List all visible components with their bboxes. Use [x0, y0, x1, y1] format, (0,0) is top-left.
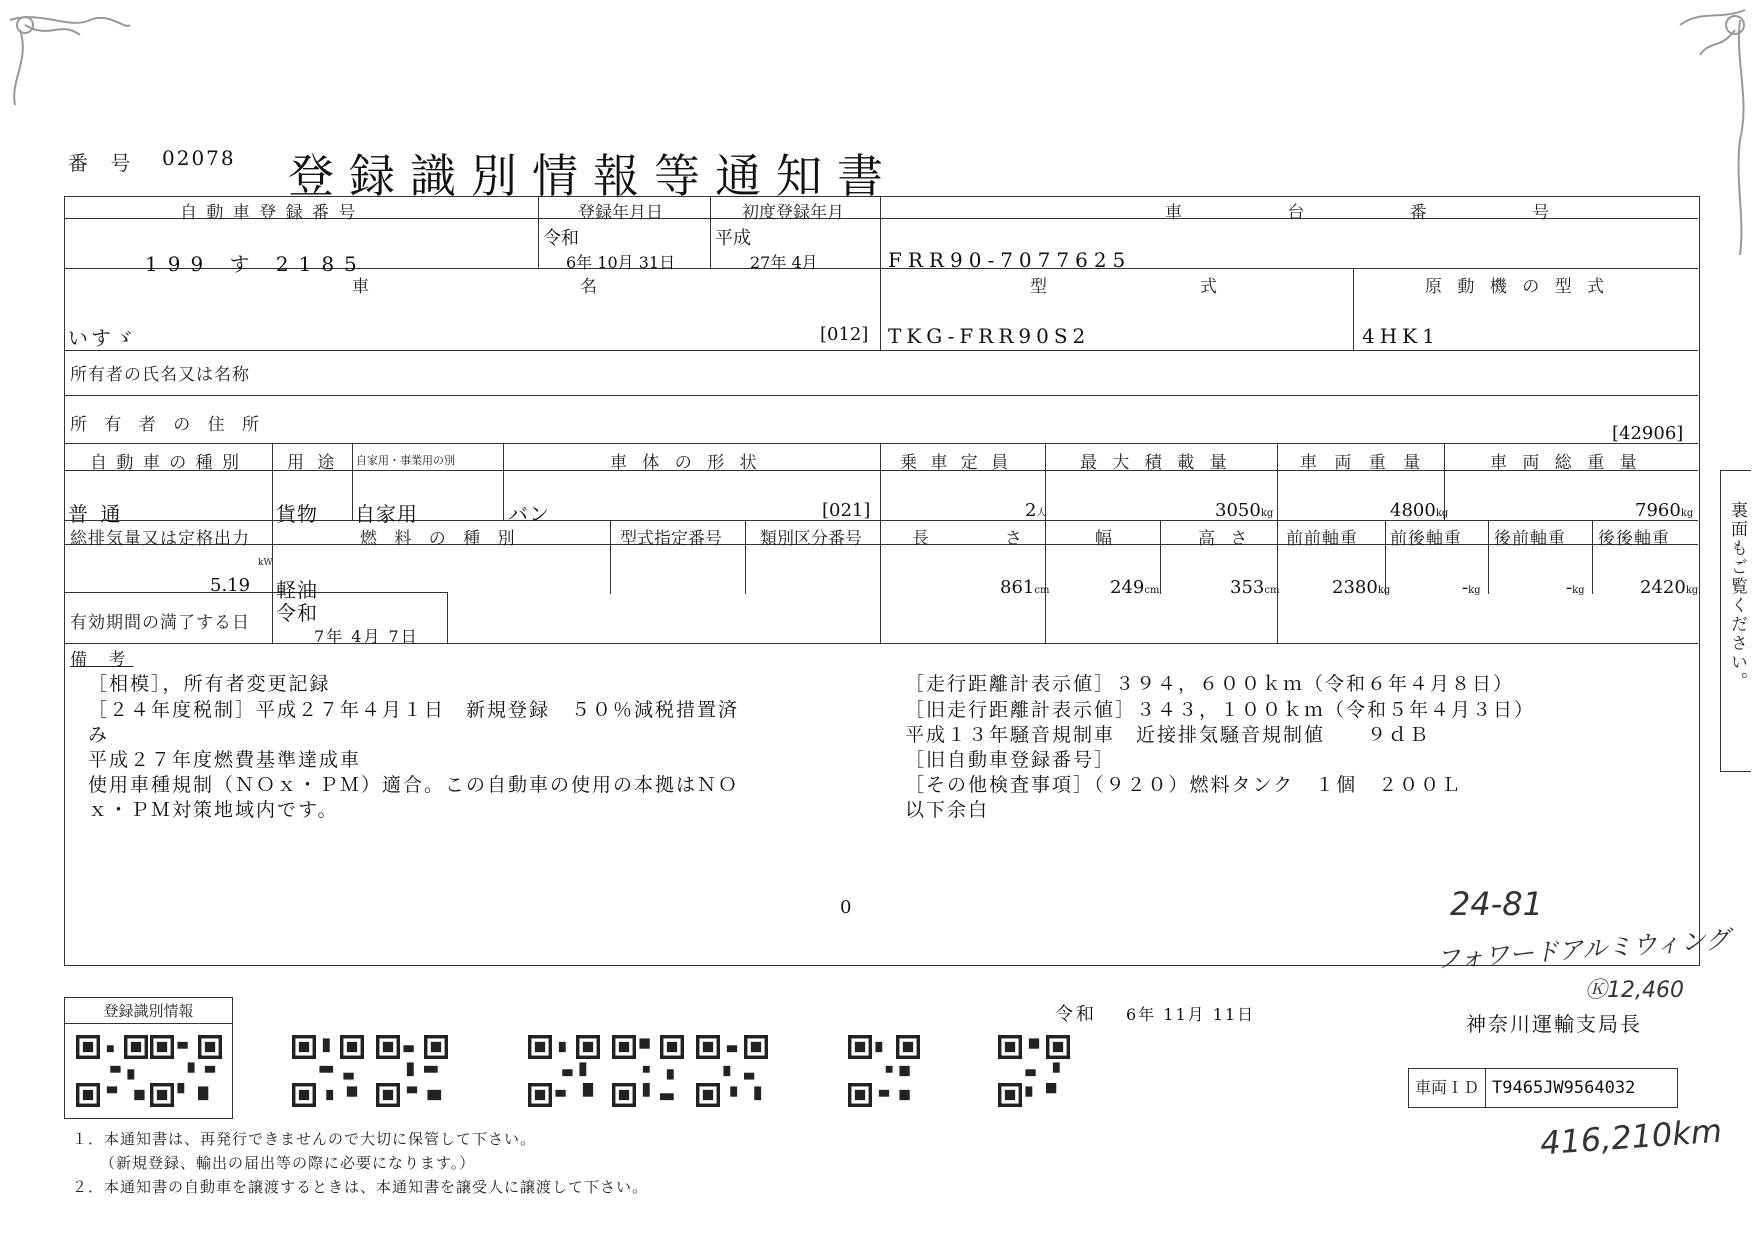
body-code: [021] [822, 500, 871, 521]
issuer: 神奈川運輸支局長 [1466, 1012, 1642, 1036]
type-value: 普 通 [68, 502, 124, 526]
rf-axle-label: 後前軸重 [1494, 529, 1566, 549]
expiry-value: 7年 4月 7日 [314, 627, 419, 646]
remark-left-line: ｘ・ＰＭ対策地域内です。 [88, 799, 339, 821]
type-label: 自 動 車 の 種 別 [90, 453, 242, 473]
vehicle-id-value: T9465JW9564032 [1492, 1078, 1636, 1098]
qr-code [998, 1035, 1070, 1107]
remark-right-line: 平成１３年騒音規制車 近接排気騒音規制値 ９ｄＢ [905, 724, 1431, 746]
fr-axle-label: 前後軸重 [1390, 529, 1462, 549]
rr-axle-label: 後後軸重 [1598, 529, 1670, 549]
vehicle-id-box [1408, 1068, 1678, 1108]
remark-left-line: み [88, 724, 110, 746]
remark-right-line: 以下余白 [905, 799, 990, 821]
handwritten-body-type: フォワードアルミウィング [1434, 924, 1731, 975]
owner-name-label: 所有者の氏名又は名称 [70, 365, 250, 385]
reg-date-era: 令和 [543, 228, 579, 249]
handwritten-price: Ⓚ12,460 [1585, 978, 1684, 1003]
displacement-value: 5.19 [210, 575, 251, 596]
vehicle-id-label: 車両ＩＤ [1409, 1069, 1486, 1107]
max-load-label: 最 大 積 載 量 [1080, 453, 1232, 473]
engine-value: 4HK1 [1362, 324, 1440, 348]
displacement-label: 総排気量又は定格出力 [70, 529, 250, 549]
engine-label: 原 動 機 の 型 式 [1425, 277, 1610, 297]
name-value: いすゞ [68, 326, 137, 350]
capacity-label: 乗 車 定 員 [900, 453, 1013, 473]
corner-ornament-left [0, 0, 140, 110]
approval-label: 型式指定番号 [620, 529, 722, 549]
qr-code [376, 1035, 448, 1107]
remark-left-line: 平成２７年度燃費基準達成車 [88, 749, 362, 771]
width-value: 249cm [1110, 577, 1160, 598]
use-label: 用 途 [287, 453, 339, 473]
model-label-1: 型 [1030, 277, 1049, 297]
model-label-2: 式 [1200, 277, 1219, 297]
footer-note: ２．本通知書の自動車を譲渡するときは、本通知書を譲受人に譲渡して下さい。 [72, 1178, 649, 1196]
remark-left-line: ［２４年度税制］平成２７年４月１日 新規登録 ５０％減税措置済 [88, 699, 740, 721]
capacity-value: 2人 [1025, 500, 1047, 521]
fuel-value: 軽油 [276, 578, 318, 602]
remarks-label: 備 考 [70, 650, 134, 670]
length-value: 861cm [1000, 577, 1050, 598]
name-code: [012] [820, 324, 869, 345]
displacement-unit: kW [258, 558, 273, 568]
gross-label: 車 両 総 重 量 [1490, 453, 1642, 473]
remark-right-line: ［旧自動車登録番号］ [905, 749, 1116, 771]
private-label: 自家用・事業用の別 [356, 454, 455, 467]
issue-date-era: 令和 [1055, 1004, 1097, 1025]
qr-code [696, 1035, 768, 1107]
remark-right-line: ［旧走行距離計表示値］３４３，１００ｋｍ（令和５年４月３日） [905, 699, 1536, 721]
remark-right-line: ［走行距離計表示値］３９４，６００ｋｍ（令和６年４月８日） [905, 673, 1515, 695]
model-value: TKG-FRR90S2 [888, 324, 1091, 348]
chassis-label: 車 台 番 号 [1165, 203, 1600, 223]
body-label: 車 体 の 形 状 [610, 453, 762, 473]
qr-code [612, 1035, 684, 1107]
owner-code: [42906] [1612, 423, 1684, 444]
remark-left-line: 使用車種規制（ＮＯｘ・ＰＭ）適合。この自動車の使用の本拠はＮＯ [88, 774, 740, 796]
footer-note: １．本通知書は、再発行できませんので大切に保管して下さい。 [72, 1130, 537, 1148]
rf-axle-value: -kg [1566, 577, 1585, 598]
side-note [1720, 470, 1751, 772]
reg-no-value: 199 す 2185 [145, 252, 367, 276]
issue-date-value: 6年 11月 11日 [1126, 1005, 1256, 1024]
name-label-2: 名 [580, 277, 599, 297]
rr-axle-value: 2420kg [1640, 577, 1699, 598]
length-label-1: 長 [912, 529, 931, 549]
side-note-text: 裏面もご覧ください。 [1727, 501, 1747, 691]
qr-code [528, 1035, 600, 1107]
name-label-1: 車 [352, 277, 371, 297]
private-value: 自家用 [355, 502, 418, 526]
reg-date-value: 6年 10月 31日 [566, 253, 676, 272]
length-label-2: さ [1005, 529, 1024, 549]
qr-code [76, 1035, 148, 1107]
height-label: 高 さ [1198, 529, 1253, 549]
reg-no-label: 自 動 車 登 録 番 号 [180, 203, 358, 223]
class-label: 類別区分番号 [760, 529, 862, 549]
fuel-label: 燃 料 の 種 別 [360, 529, 521, 549]
qr-code [292, 1035, 364, 1107]
handwritten-code: 24-81 [1450, 885, 1543, 923]
remark-left-line: ［相模］，所有者変更記録 [88, 673, 331, 695]
use-value: 貨物 [276, 502, 318, 526]
width-label: 幅 [1095, 529, 1114, 549]
handwritten-mileage: 416,210km [1538, 1111, 1724, 1163]
height-value: 353cm [1230, 577, 1280, 598]
weight-label: 車 両 重 量 [1300, 453, 1427, 473]
reg-date-label: 登録年月日 [578, 203, 663, 223]
gross-value: 7960kg [1635, 500, 1694, 521]
qr-code [848, 1035, 920, 1107]
ff-axle-value: 2380kg [1332, 577, 1391, 598]
ff-axle-label: 前前軸重 [1286, 529, 1358, 549]
footer-note: （新規登録、輸出の届出等の際に必要になります。） [100, 1154, 476, 1172]
body-value: バン [508, 502, 550, 526]
expiry-era: 令和 [276, 601, 318, 625]
number-value: 02078 [162, 146, 236, 170]
first-reg-label: 初度登録年月 [742, 203, 844, 223]
chassis-value: FRR90-7077625 [888, 248, 1132, 272]
max-load-value: 3050kg [1215, 500, 1274, 521]
first-reg-value: 27年 4月 [750, 253, 818, 272]
first-reg-era: 平成 [715, 228, 751, 249]
weight-value: 4800kg [1390, 500, 1449, 521]
document-title: 登録識別情報等通知書 [288, 149, 898, 203]
fr-axle-value: -kg [1462, 577, 1481, 598]
remark-right-line: ［その他検査事項］（９２０）燃料タンク １個 ２００Ｌ [905, 774, 1463, 796]
remark-left-footer: 0 [840, 897, 852, 918]
reg-info-label: 登録識別情報 [65, 998, 232, 1024]
qr-code [150, 1035, 222, 1107]
owner-address-label: 所 有 者 の 住 所 [70, 415, 266, 435]
number-label: 番 号 [68, 151, 139, 175]
expiry-label: 有効期間の満了する日 [70, 613, 250, 633]
